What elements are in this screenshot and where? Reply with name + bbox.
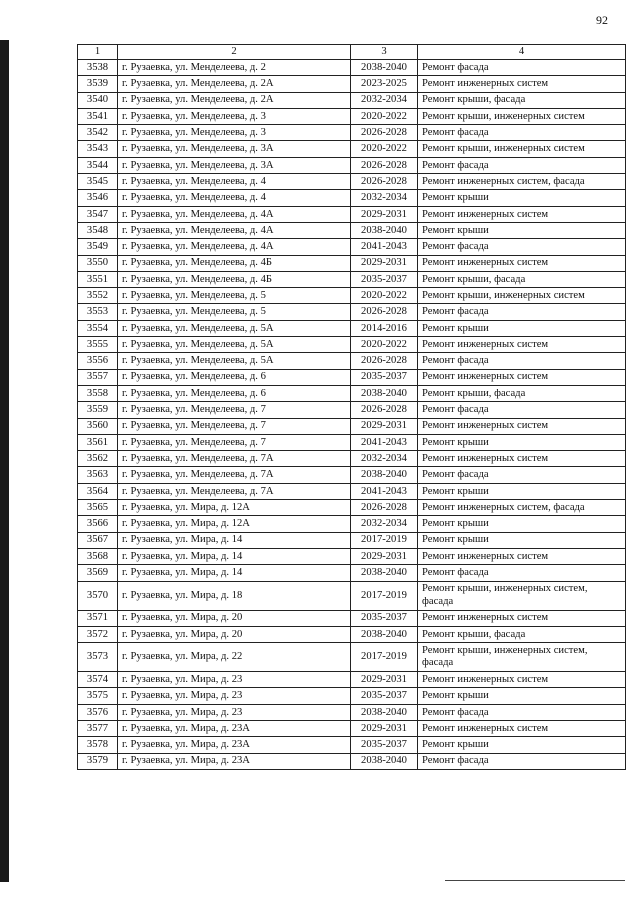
table-header-row	[78, 45, 626, 60]
years-cell: 2026-2028	[351, 500, 418, 516]
address-cell: г. Рузаевка, ул. Менделеева, д. 3А	[118, 157, 351, 173]
row-number-cell: 3576	[78, 704, 118, 720]
work-type-cell: Ремонт инженерных систем	[418, 672, 626, 688]
address-cell: г. Рузаевка, ул. Менделеева, д. 4А	[118, 239, 351, 255]
row-number-cell: 3548	[78, 222, 118, 238]
years-cell: 2035-2037	[351, 271, 418, 287]
address-cell: г. Рузаевка, ул. Менделеева, д. 3	[118, 108, 351, 124]
table-row	[78, 157, 626, 173]
column-header: 3	[351, 45, 418, 60]
address-cell: г. Рузаевка, ул. Мира, д. 12А	[118, 500, 351, 516]
address-cell: г. Рузаевка, ул. Мира, д. 23А	[118, 720, 351, 736]
row-number-cell: 3565	[78, 500, 118, 516]
years-cell: 2038-2040	[351, 753, 418, 769]
address-cell: г. Рузаевка, ул. Менделеева, д. 4Б	[118, 271, 351, 287]
table-row	[78, 688, 626, 704]
row-number-cell: 3572	[78, 626, 118, 642]
years-cell: 2038-2040	[351, 385, 418, 401]
years-cell: 2029-2031	[351, 206, 418, 222]
row-number-cell: 3570	[78, 581, 118, 610]
table-row	[78, 141, 626, 157]
address-cell: г. Рузаевка, ул. Менделеева, д. 3	[118, 125, 351, 141]
table-row	[78, 402, 626, 418]
years-cell: 2026-2028	[351, 174, 418, 190]
work-type-cell: Ремонт крыши, фасада	[418, 92, 626, 108]
years-cell: 2032-2034	[351, 92, 418, 108]
table-row	[78, 626, 626, 642]
years-cell: 2038-2040	[351, 626, 418, 642]
years-cell: 2035-2037	[351, 737, 418, 753]
years-cell: 2026-2028	[351, 125, 418, 141]
address-cell: г. Рузаевка, ул. Мира, д. 23	[118, 704, 351, 720]
address-cell: г. Рузаевка, ул. Менделеева, д. 4А	[118, 222, 351, 238]
work-type-cell: Ремонт инженерных систем	[418, 369, 626, 385]
work-type-cell: Ремонт крыши, инженерных систем	[418, 141, 626, 157]
years-cell: 2029-2031	[351, 255, 418, 271]
row-number-cell: 3574	[78, 672, 118, 688]
address-cell: г. Рузаевка, ул. Мира, д. 12А	[118, 516, 351, 532]
row-number-cell: 3562	[78, 451, 118, 467]
table-row	[78, 581, 626, 610]
years-cell: 2017-2019	[351, 581, 418, 610]
row-number-cell: 3550	[78, 255, 118, 271]
work-type-cell: Ремонт крыши, инженерных систем, фасада	[418, 581, 626, 610]
bottom-rule	[445, 880, 625, 881]
work-type-cell: Ремонт фасада	[418, 402, 626, 418]
table-row	[78, 353, 626, 369]
years-cell: 2038-2040	[351, 222, 418, 238]
table-row	[78, 704, 626, 720]
work-type-cell: Ремонт крыши, инженерных систем	[418, 108, 626, 124]
years-cell: 2026-2028	[351, 402, 418, 418]
column-header: 2	[118, 45, 351, 60]
work-type-cell: Ремонт крыши, фасада	[418, 271, 626, 287]
address-cell: г. Рузаевка, ул. Менделеева, д. 4	[118, 174, 351, 190]
row-number-cell: 3542	[78, 125, 118, 141]
address-cell: г. Рузаевка, ул. Менделеева, д. 6	[118, 385, 351, 401]
work-type-cell: Ремонт инженерных систем	[418, 720, 626, 736]
row-number-cell: 3573	[78, 643, 118, 672]
work-type-cell: Ремонт инженерных систем, фасада	[418, 174, 626, 190]
work-type-cell: Ремонт крыши, инженерных систем, фасада	[418, 643, 626, 672]
years-cell: 2020-2022	[351, 141, 418, 157]
work-type-cell: Ремонт фасада	[418, 565, 626, 581]
table-row	[78, 483, 626, 499]
address-cell: г. Рузаевка, ул. Менделеева, д. 4А	[118, 206, 351, 222]
years-cell: 2035-2037	[351, 688, 418, 704]
row-number-cell: 3541	[78, 108, 118, 124]
address-cell: г. Рузаевка, ул. Менделеева, д. 7	[118, 418, 351, 434]
years-cell: 2029-2031	[351, 418, 418, 434]
address-cell: г. Рузаевка, ул. Менделеева, д. 6	[118, 369, 351, 385]
years-cell: 2038-2040	[351, 704, 418, 720]
row-number-cell: 3577	[78, 720, 118, 736]
years-cell: 2020-2022	[351, 108, 418, 124]
address-cell: г. Рузаевка, ул. Менделеева, д. 7	[118, 434, 351, 450]
table-row	[78, 222, 626, 238]
table-row	[78, 737, 626, 753]
row-number-cell: 3553	[78, 304, 118, 320]
row-number-cell: 3556	[78, 353, 118, 369]
work-type-cell: Ремонт фасада	[418, 239, 626, 255]
repair-schedule-table	[77, 44, 626, 770]
work-type-cell: Ремонт инженерных систем, фасада	[418, 500, 626, 516]
years-cell: 2032-2034	[351, 190, 418, 206]
address-cell: г. Рузаевка, ул. Мира, д. 14	[118, 565, 351, 581]
address-cell: г. Рузаевка, ул. Мира, д. 20	[118, 610, 351, 626]
table-row	[78, 753, 626, 769]
address-cell: г. Рузаевка, ул. Менделеева, д. 7	[118, 402, 351, 418]
table-row	[78, 610, 626, 626]
row-number-cell: 3544	[78, 157, 118, 173]
table-row	[78, 125, 626, 141]
table-row	[78, 385, 626, 401]
table-row	[78, 255, 626, 271]
row-number-cell: 3560	[78, 418, 118, 434]
address-cell: г. Рузаевка, ул. Менделеева, д. 4Б	[118, 255, 351, 271]
years-cell: 2026-2028	[351, 304, 418, 320]
address-cell: г. Рузаевка, ул. Менделеева, д. 4	[118, 190, 351, 206]
work-type-cell: Ремонт крыши	[418, 688, 626, 704]
table-row	[78, 467, 626, 483]
table-row	[78, 337, 626, 353]
table-row	[78, 60, 626, 76]
row-number-cell: 3552	[78, 288, 118, 304]
row-number-cell: 3558	[78, 385, 118, 401]
years-cell: 2035-2037	[351, 610, 418, 626]
years-cell: 2026-2028	[351, 157, 418, 173]
work-type-cell: Ремонт фасада	[418, 353, 626, 369]
years-cell: 2029-2031	[351, 720, 418, 736]
years-cell: 2029-2031	[351, 672, 418, 688]
table-row	[78, 92, 626, 108]
work-type-cell: Ремонт крыши	[418, 737, 626, 753]
years-cell: 2014-2016	[351, 320, 418, 336]
table-body	[78, 60, 626, 770]
address-cell: г. Рузаевка, ул. Мира, д. 18	[118, 581, 351, 610]
table-row	[78, 320, 626, 336]
work-type-cell: Ремонт крыши, фасада	[418, 385, 626, 401]
row-number-cell: 3557	[78, 369, 118, 385]
work-type-cell: Ремонт инженерных систем	[418, 610, 626, 626]
address-cell: г. Рузаевка, ул. Мира, д. 23А	[118, 737, 351, 753]
address-cell: г. Рузаевка, ул. Мира, д. 23	[118, 672, 351, 688]
address-cell: г. Рузаевка, ул. Мира, д. 23А	[118, 753, 351, 769]
years-cell: 2032-2034	[351, 451, 418, 467]
row-number-cell: 3539	[78, 76, 118, 92]
work-type-cell: Ремонт крыши	[418, 434, 626, 450]
page-number: 92	[596, 13, 608, 27]
work-type-cell: Ремонт крыши, инженерных систем	[418, 288, 626, 304]
work-type-cell: Ремонт фасада	[418, 753, 626, 769]
table-row	[78, 369, 626, 385]
work-type-cell: Ремонт инженерных систем	[418, 451, 626, 467]
row-number-cell: 3549	[78, 239, 118, 255]
work-type-cell: Ремонт инженерных систем	[418, 206, 626, 222]
table-row	[78, 643, 626, 672]
table-row	[78, 516, 626, 532]
column-header: 1	[78, 45, 118, 60]
address-cell: г. Рузаевка, ул. Менделеева, д. 2	[118, 60, 351, 76]
work-type-cell: Ремонт фасада	[418, 467, 626, 483]
work-type-cell: Ремонт фасада	[418, 125, 626, 141]
work-type-cell: Ремонт крыши	[418, 190, 626, 206]
row-number-cell: 3566	[78, 516, 118, 532]
years-cell: 2020-2022	[351, 288, 418, 304]
table-row	[78, 108, 626, 124]
table-row	[78, 271, 626, 287]
address-cell: г. Рузаевка, ул. Менделеева, д. 5	[118, 288, 351, 304]
years-cell: 2017-2019	[351, 643, 418, 672]
work-type-cell: Ремонт инженерных систем	[418, 76, 626, 92]
row-number-cell: 3545	[78, 174, 118, 190]
row-number-cell: 3567	[78, 532, 118, 548]
table-row	[78, 239, 626, 255]
row-number-cell: 3568	[78, 548, 118, 564]
table-row	[78, 672, 626, 688]
years-cell: 2026-2028	[351, 353, 418, 369]
table-row	[78, 548, 626, 564]
address-cell: г. Рузаевка, ул. Менделеева, д. 5А	[118, 337, 351, 353]
column-header: 4	[418, 45, 626, 60]
table-row	[78, 76, 626, 92]
address-cell: г. Рузаевка, ул. Менделеева, д. 7А	[118, 451, 351, 467]
years-cell: 2038-2040	[351, 60, 418, 76]
years-cell: 2023-2025	[351, 76, 418, 92]
work-type-cell: Ремонт крыши	[418, 483, 626, 499]
row-number-cell: 3575	[78, 688, 118, 704]
row-number-cell: 3540	[78, 92, 118, 108]
address-cell: г. Рузаевка, ул. Менделеева, д. 2А	[118, 92, 351, 108]
years-cell: 2041-2043	[351, 239, 418, 255]
table-row	[78, 434, 626, 450]
years-cell: 2041-2043	[351, 483, 418, 499]
years-cell: 2038-2040	[351, 467, 418, 483]
work-type-cell: Ремонт инженерных систем	[418, 418, 626, 434]
work-type-cell: Ремонт крыши	[418, 532, 626, 548]
address-cell: г. Рузаевка, ул. Мира, д. 23	[118, 688, 351, 704]
row-number-cell: 3543	[78, 141, 118, 157]
row-number-cell: 3546	[78, 190, 118, 206]
row-number-cell: 3571	[78, 610, 118, 626]
years-cell: 2035-2037	[351, 369, 418, 385]
table-row	[78, 206, 626, 222]
row-number-cell: 3555	[78, 337, 118, 353]
work-type-cell: Ремонт инженерных систем	[418, 255, 626, 271]
row-number-cell: 3547	[78, 206, 118, 222]
address-cell: г. Рузаевка, ул. Менделеева, д. 5	[118, 304, 351, 320]
work-type-cell: Ремонт фасада	[418, 157, 626, 173]
table-row	[78, 451, 626, 467]
table-row	[78, 174, 626, 190]
work-type-cell: Ремонт крыши	[418, 320, 626, 336]
row-number-cell: 3579	[78, 753, 118, 769]
table-row	[78, 418, 626, 434]
address-cell: г. Рузаевка, ул. Менделеева, д. 7А	[118, 483, 351, 499]
row-number-cell: 3569	[78, 565, 118, 581]
table-row	[78, 532, 626, 548]
years-cell: 2020-2022	[351, 337, 418, 353]
work-type-cell: Ремонт крыши	[418, 222, 626, 238]
row-number-cell: 3538	[78, 60, 118, 76]
address-cell: г. Рузаевка, ул. Менделеева, д. 5А	[118, 320, 351, 336]
table-row	[78, 500, 626, 516]
years-cell: 2032-2034	[351, 516, 418, 532]
address-cell: г. Рузаевка, ул. Мира, д. 14	[118, 532, 351, 548]
row-number-cell: 3578	[78, 737, 118, 753]
row-number-cell: 3559	[78, 402, 118, 418]
work-type-cell: Ремонт крыши, фасада	[418, 626, 626, 642]
work-type-cell: Ремонт инженерных систем	[418, 548, 626, 564]
years-cell: 2038-2040	[351, 565, 418, 581]
row-number-cell: 3551	[78, 271, 118, 287]
years-cell: 2041-2043	[351, 434, 418, 450]
table-row	[78, 190, 626, 206]
row-number-cell: 3564	[78, 483, 118, 499]
years-cell: 2017-2019	[351, 532, 418, 548]
address-cell: г. Рузаевка, ул. Менделеева, д. 5А	[118, 353, 351, 369]
address-cell: г. Рузаевка, ул. Менделеева, д. 3А	[118, 141, 351, 157]
row-number-cell: 3561	[78, 434, 118, 450]
scan-edge-bar	[0, 40, 9, 882]
table-row	[78, 304, 626, 320]
work-type-cell: Ремонт инженерных систем	[418, 337, 626, 353]
address-cell: г. Рузаевка, ул. Менделеева, д. 7А	[118, 467, 351, 483]
table-row	[78, 720, 626, 736]
work-type-cell: Ремонт крыши	[418, 516, 626, 532]
table-row	[78, 288, 626, 304]
row-number-cell: 3563	[78, 467, 118, 483]
work-type-cell: Ремонт фасада	[418, 304, 626, 320]
work-type-cell: Ремонт фасада	[418, 60, 626, 76]
address-cell: г. Рузаевка, ул. Мира, д. 20	[118, 626, 351, 642]
row-number-cell: 3554	[78, 320, 118, 336]
work-type-cell: Ремонт фасада	[418, 704, 626, 720]
address-cell: г. Рузаевка, ул. Менделеева, д. 2А	[118, 76, 351, 92]
address-cell: г. Рузаевка, ул. Мира, д. 22	[118, 643, 351, 672]
years-cell: 2029-2031	[351, 548, 418, 564]
address-cell: г. Рузаевка, ул. Мира, д. 14	[118, 548, 351, 564]
table-row	[78, 565, 626, 581]
